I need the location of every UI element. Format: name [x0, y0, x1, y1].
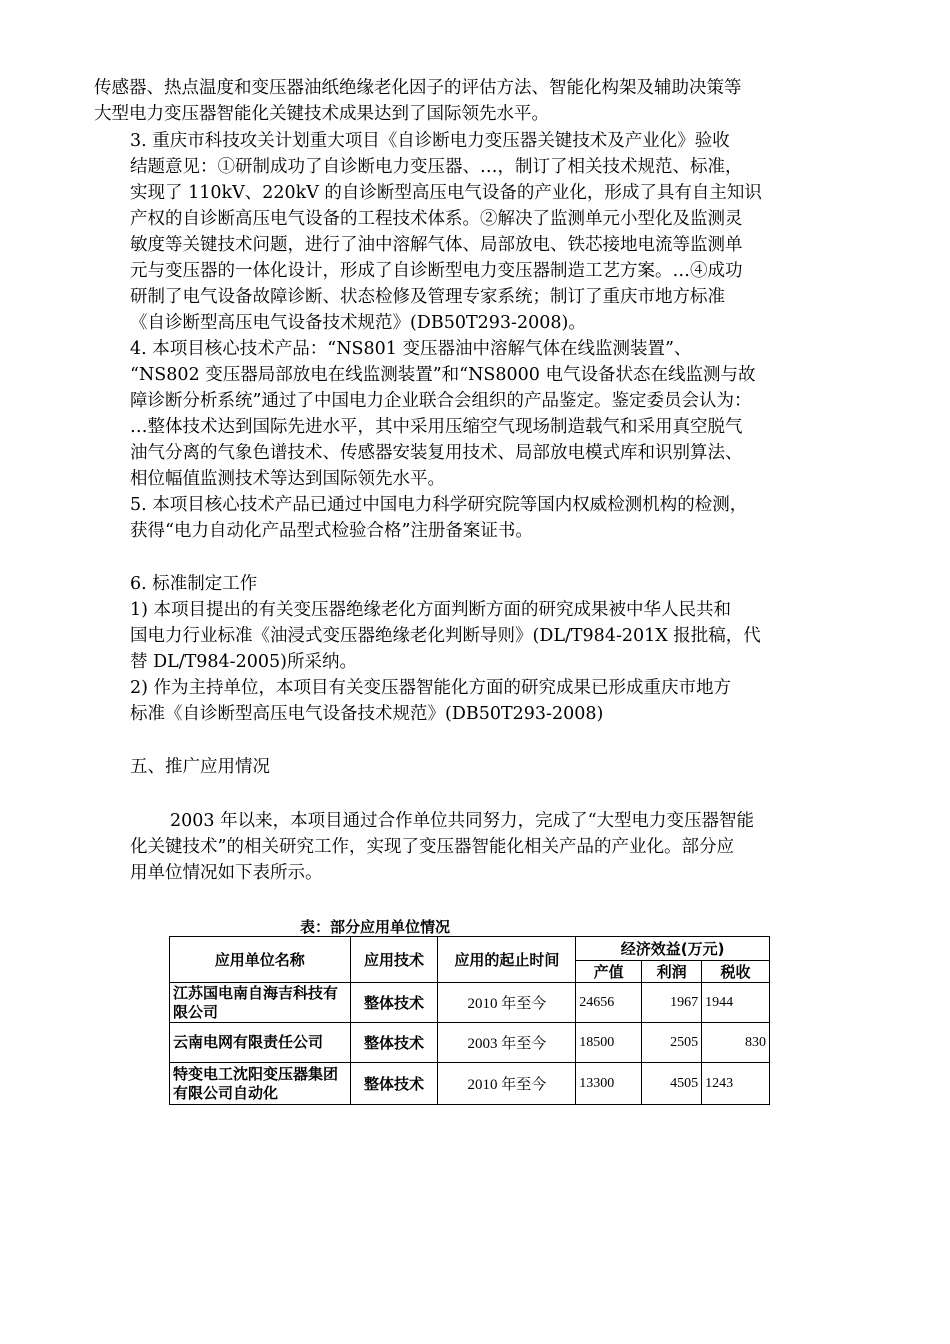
header-tech: 应用技术: [350, 937, 438, 983]
cell-tech: 整体技术: [350, 1063, 438, 1105]
paragraph-line: 2) 作为主持单位，本项目有关变压器智能化方面的研究成果已形成重庆市地方: [130, 678, 732, 698]
section-heading: 6. 标准制定工作: [130, 574, 258, 594]
table-caption: 表：部分应用单位情况: [300, 918, 451, 936]
paragraph-line: 国电力行业标准《油浸式变压器绝缘老化判断导则》(DL/T984-201X 报批稿，代: [130, 626, 761, 646]
paragraph-line: 油气分离的气象色谱技术、传感器安装复用技术、局部放电模式库和识别算法、: [130, 443, 743, 463]
paragraph-line: 2003 年以来，本项目通过合作单位共同努力，完成了“大型电力变压器智能: [170, 811, 755, 831]
cell-profit: 4505: [642, 1063, 702, 1105]
cell-profit: 2505: [642, 1023, 702, 1063]
paragraph-line: 研制了电气设备故障诊断、状态检修及管理专家系统；制订了重庆市地方标准: [130, 287, 725, 307]
header-tax: 税收: [702, 961, 770, 983]
cell-period: 2010 年至今: [438, 1063, 576, 1105]
cell-output: 13300: [576, 1063, 642, 1105]
paragraph-line: 用单位情况如下表所示。: [130, 863, 323, 883]
paragraph-line: 传感器、热点温度和变压器油纸绝缘老化因子的评估方法、智能化构架及辅助决策等: [94, 78, 742, 98]
paragraph-line: 化关键技术”的相关研究工作，实现了变压器智能化相关产品的产业化。部分应: [130, 837, 734, 857]
paragraph-line: 1) 本项目提出的有关变压器绝缘老化方面判断方面的研究成果被中华人民共和: [130, 600, 732, 620]
paragraph-line: 标准《自诊断型高压电气设备技术规范》(DB50T293-2008): [130, 704, 604, 724]
cell-output: 24656: [576, 983, 642, 1023]
paragraph-line: 大型电力变压器智能化关键技术成果达到了国际领先水平。: [94, 104, 549, 124]
cell-profit: 1967: [642, 983, 702, 1023]
header-profit: 利润: [642, 961, 702, 983]
cell-tax: 830: [702, 1023, 770, 1063]
paragraph-line: 5. 本项目核心技术产品已通过中国电力科学研究院等国内权威检测机构的检测，: [130, 495, 748, 515]
cell-name: 特变电工沈阳变压器集团有限公司自动化: [170, 1063, 351, 1105]
cell-period: 2003 年至今: [438, 1023, 576, 1063]
cell-tech: 整体技术: [350, 983, 438, 1023]
cell-tax: 1944: [702, 983, 770, 1023]
header-name: 应用单位名称: [170, 937, 351, 983]
header-output: 产值: [576, 961, 642, 983]
cell-tech: 整体技术: [350, 1023, 438, 1063]
paragraph-line: 敏度等关键技术问题，进行了油中溶解气体、局部放电、铁芯接地电流等监测单: [130, 235, 743, 255]
header-benefit: 经济效益(万元): [576, 937, 770, 961]
paragraph-line: 相位幅值监测技术等达到国际领先水平。: [130, 469, 445, 489]
chapter-heading: 五、推广应用情况: [130, 757, 270, 777]
paragraph-line: 获得“电力自动化产品型式检验合格”注册备案证书。: [130, 521, 533, 541]
table-row: [170, 983, 770, 1023]
paragraph-line: 3. 重庆市科技攻关计划重大项目《自诊断电力变压器关键技术及产业化》验收: [130, 131, 730, 151]
paragraph-line: 障诊断分析系统”通过了中国电力企业联合会组织的产品鉴定。鉴定委员会认为：: [130, 391, 752, 411]
paragraph-line: 产权的自诊断高压电气设备的工程技术体系。②解决了监测单元小型化及监测灵: [130, 209, 743, 229]
paragraph-line: 替 DL/T984-2005)所采纳。: [130, 652, 357, 672]
cell-period: 2010 年至今: [438, 983, 576, 1023]
table-row: [170, 1063, 770, 1105]
paragraph-line: 元与变压器的一体化设计，形成了自诊断型电力变压器制造工艺方案。…④成功: [130, 261, 743, 281]
paragraph-line: “NS802 变压器局部放电在线监测装置”和“NS8000 电气设备状态在线监测与故: [130, 365, 756, 385]
cell-name: 江苏国电南自海吉科技有限公司: [170, 983, 351, 1023]
header-period: 应用的起止时间: [438, 937, 576, 983]
cell-name: 云南电网有限责任公司: [170, 1023, 351, 1063]
application-table: [169, 936, 770, 1105]
cell-output: 18500: [576, 1023, 642, 1063]
paragraph-line: 《自诊断型高压电气设备技术规范》(DB50T293-2008)。: [130, 313, 586, 333]
paragraph-line: 实现了 110kV、220kV 的自诊断型高压电气设备的产业化，形成了具有自主知识: [130, 183, 762, 203]
cell-tax: 1243: [702, 1063, 770, 1105]
paragraph-line: 结题意见：①研制成功了自诊断电力变压器、…，制订了相关技术规范、标准，: [130, 157, 743, 177]
paragraph-line: 4. 本项目核心技术产品：“NS801 变压器油中溶解气体在线监测装置”、: [130, 339, 692, 359]
table-row: [170, 1023, 770, 1063]
paragraph-line: …整体技术达到国际先进水平，其中采用压缩空气现场制造载气和采用真空脱气: [130, 417, 743, 437]
